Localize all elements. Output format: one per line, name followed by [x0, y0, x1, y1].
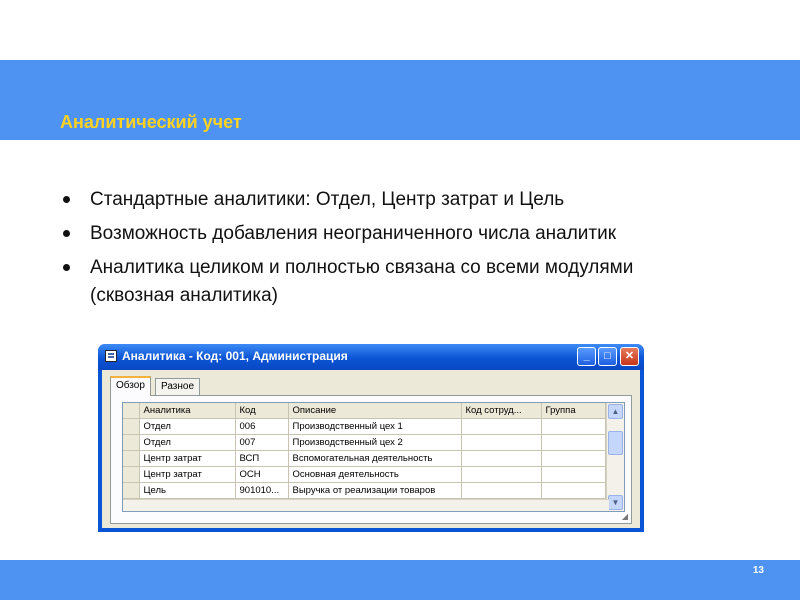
bullet-text: Стандартные аналитики: Отдел, Центр затрат и Цель: [90, 189, 565, 210]
table-row[interactable]: [123, 419, 605, 435]
bullet-icon: [63, 264, 70, 271]
tab-overview[interactable]: Обзор: [110, 376, 151, 396]
bullet-icon: [63, 230, 70, 237]
cell-group[interactable]: [541, 467, 605, 483]
row-selector-header: [123, 403, 139, 419]
row-selector[interactable]: [123, 419, 139, 435]
table-row[interactable]: [123, 467, 605, 483]
column-header-group[interactable]: Группа: [541, 403, 605, 419]
bullet-icon: [63, 196, 70, 203]
column-header-code[interactable]: Код: [235, 403, 288, 419]
cell-employee-code[interactable]: [461, 467, 541, 483]
column-header-description[interactable]: Описание: [288, 403, 461, 419]
cell-employee-code[interactable]: [461, 451, 541, 467]
bullet-text: Возможность добавления неограниченного числа аналитик: [90, 223, 617, 244]
cell-employee-code[interactable]: [461, 435, 541, 451]
cell-analytics[interactable]: Цель: [139, 483, 235, 499]
table-row[interactable]: [123, 483, 605, 499]
window-icon[interactable]: [105, 350, 117, 362]
bullet-item: [60, 220, 700, 248]
row-selector[interactable]: [123, 467, 139, 483]
table-row[interactable]: [123, 435, 605, 451]
vertical-scrollbar[interactable]: [606, 403, 624, 511]
footer-band: [0, 560, 800, 600]
column-header-analytics[interactable]: Аналитика: [139, 403, 235, 419]
page-number: 13: [752, 565, 764, 576]
cell-group[interactable]: [541, 419, 605, 435]
cell-analytics[interactable]: Отдел: [139, 435, 235, 451]
table-header-row: [123, 403, 605, 419]
cell-employee-code[interactable]: [461, 419, 541, 435]
cell-description[interactable]: Вспомогательная деятельность: [288, 451, 461, 467]
cell-analytics[interactable]: Центр затрат: [139, 467, 235, 483]
cell-code[interactable]: ОСН: [235, 467, 288, 483]
analytics-table: [123, 403, 606, 499]
table-row[interactable]: [123, 451, 605, 467]
cell-description[interactable]: Производственный цех 1: [288, 419, 461, 435]
bullet-item: [60, 254, 700, 310]
column-header-employee-code[interactable]: Код сотруд...: [461, 403, 541, 419]
cell-code[interactable]: 901010...: [235, 483, 288, 499]
cell-group[interactable]: [541, 451, 605, 467]
tab-panel: [110, 395, 632, 524]
row-selector[interactable]: [123, 483, 139, 499]
tab-misc[interactable]: Разное: [155, 378, 200, 395]
cell-description[interactable]: Выручка от реализации товаров: [288, 483, 461, 499]
window-titlebar[interactable]: [98, 344, 644, 370]
cell-code[interactable]: ВСП: [235, 451, 288, 467]
cell-description[interactable]: Основная деятельность: [288, 467, 461, 483]
cell-code[interactable]: 007: [235, 435, 288, 451]
cell-analytics[interactable]: Отдел: [139, 419, 235, 435]
slide-title: Аналитический учет: [60, 112, 242, 132]
close-button[interactable]: ✕: [620, 347, 639, 366]
analytics-grid[interactable]: [122, 402, 625, 512]
horizontal-scrollbar[interactable]: [123, 499, 609, 511]
cell-code[interactable]: 006: [235, 419, 288, 435]
cell-employee-code[interactable]: [461, 483, 541, 499]
maximize-button[interactable]: □: [598, 347, 617, 366]
row-selector[interactable]: [123, 451, 139, 467]
window-title: Аналитика - Код: 001, Администрация: [122, 349, 348, 363]
scroll-down-icon[interactable]: ▼: [608, 495, 623, 510]
cell-group[interactable]: [541, 483, 605, 499]
resize-grip-icon[interactable]: ◢: [621, 512, 628, 521]
cell-description[interactable]: Производственный цех 2: [288, 435, 461, 451]
bullet-text: Аналитика целиком и полностью связана со всеми модулями (сквозная аналитика): [90, 257, 634, 306]
scroll-thumb[interactable]: [608, 431, 623, 455]
row-selector[interactable]: [123, 435, 139, 451]
scroll-up-icon[interactable]: ▲: [608, 404, 623, 419]
cell-analytics[interactable]: Центр затрат: [139, 451, 235, 467]
analytics-window: [98, 344, 644, 532]
window-client: [102, 370, 640, 528]
cell-group[interactable]: [541, 435, 605, 451]
minimize-button[interactable]: _: [577, 347, 596, 366]
bullet-item: [60, 186, 700, 214]
bullet-list: [60, 186, 700, 316]
